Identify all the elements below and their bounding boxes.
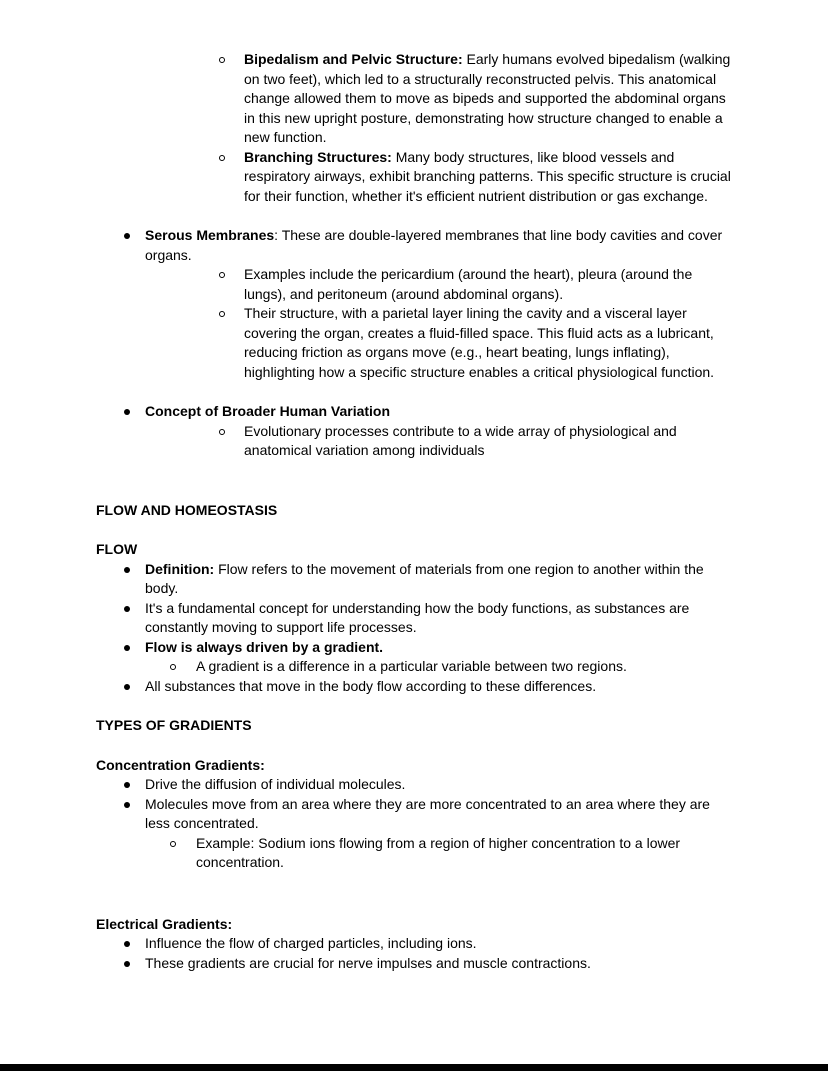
list-item (96, 657, 732, 677)
disc-bullet-icon (124, 233, 130, 239)
list-item-text (244, 265, 732, 304)
disc-bullet-icon (124, 567, 130, 573)
list-item (96, 954, 732, 974)
disc-bullet-icon (124, 941, 130, 947)
list-item-body: Early humans evolved bipedalism (walking on two feet), which led to a structurally reconstructed pelvis. This anatomical change allowed them to move as bipeds and supported the abdominal organs in this new upright posture, demonstrating how structure changed to enable a new function. (244, 51, 731, 145)
circle-bullet-icon (219, 311, 225, 317)
heading-types-of-gradients: TYPES OF GRADIENTS (96, 717, 252, 733)
list-item-body: : These are double-layered membranes that line body cavities and cover organs. (145, 227, 723, 263)
list-item-body: It's a fundamental concept for understanding how the body functions, as substances are constantly moving to support life processes. (145, 599, 690, 635)
list-item (96, 422, 732, 461)
list-item-body: All substances that move in the body flow according to these differences. (145, 677, 597, 694)
list-item (96, 775, 732, 795)
list-item-body: Many body structures, like blood vessels and respiratory airways, exhibit branching patterns. This specific structure is crucial for their function, whether it's efficient nutrient distribution or gas exchange. (244, 148, 731, 204)
list-item (96, 304, 732, 382)
circle-bullet-icon (170, 664, 176, 670)
list-item-bold: Flow is always driven by a gradient. (145, 638, 384, 655)
circle-bullet-icon (219, 272, 225, 278)
list-item-text (145, 677, 732, 697)
list-item (96, 560, 732, 599)
list-item-text (196, 657, 732, 677)
circle-bullet-icon (170, 841, 176, 847)
heading-electrical-gradients: Electrical Gradients: (96, 915, 233, 932)
disc-bullet-icon (124, 782, 130, 788)
list-item-bold: Definition: (145, 560, 215, 577)
list-item-body: Evolutionary processes contribute to a wide array of physiological and anatomical variation among individuals (244, 422, 677, 458)
list-item-text (244, 304, 732, 382)
list-item (96, 265, 732, 304)
disc-bullet-icon (124, 409, 130, 415)
list-item-text (145, 954, 732, 974)
list-item-body: Their structure, with a parietal layer lining the cavity and a visceral layer covering the organ, creates a fluid-filled space. This fluid acts as a lubricant, reducing friction as organs move (e.g., heart beating, lungs inflating), highlighting how a specific structure enables a critical physiological function. (244, 305, 715, 380)
list-item-body: Flow refers to the movement of materials from one region to another within the body. (145, 560, 704, 596)
list-item-text (244, 422, 732, 461)
list-item (96, 795, 732, 834)
list-item-body: Example: Sodium ions flowing from a region of higher concentration to a lower concentration. (196, 834, 681, 870)
list-item (96, 226, 732, 265)
list-item-text (145, 795, 732, 834)
list-item (96, 148, 732, 207)
heading-flow-and-homeostasis: FLOW AND HOMEOSTASIS (96, 501, 278, 518)
list-item (96, 638, 732, 658)
list-item-body: These gradients are crucial for nerve impulses and muscle contractions. (145, 954, 591, 971)
list-item (96, 599, 732, 638)
list-item-bold: Concept of Broader Human Variation (145, 403, 391, 419)
circle-bullet-icon (219, 429, 225, 435)
list-item-text (145, 226, 732, 265)
list-item-body: Examples include the pericardium (around the heart), pleura (around the lungs), and peritoneum (around abdominal organs). (244, 266, 693, 302)
list-item-text (145, 934, 732, 954)
list-item-text (145, 599, 732, 638)
disc-bullet-icon (124, 606, 130, 612)
list-item-bold: Serous Membranes (145, 227, 275, 243)
list-item (96, 934, 732, 954)
list-item (96, 50, 732, 148)
circle-bullet-icon (219, 57, 225, 63)
list-item-text (244, 50, 732, 148)
list-item-text (145, 560, 732, 599)
heading-concentration-gradients: Concentration Gradients: (96, 756, 265, 773)
disc-bullet-icon (124, 961, 130, 967)
disc-bullet-icon (124, 802, 130, 808)
list-item-body: Molecules move from an area where they are more concentrated to an area where they are less concentrated. (145, 795, 710, 831)
list-item-body: Drive the diffusion of individual molecules. (145, 776, 406, 792)
list-item-body: A gradient is a difference in a particular variable between two regions. (196, 658, 627, 674)
list-item-text (145, 402, 732, 422)
disc-bullet-icon (124, 684, 130, 690)
list-item-body: Influence the flow of charged particles, including ions. (145, 935, 477, 951)
list-item-bold: Bipedalism and Pelvic Structure: (244, 51, 463, 67)
list-item (96, 834, 732, 873)
heading-flow: FLOW (96, 541, 138, 557)
list-item (96, 402, 732, 422)
page-boundary-divider (0, 1064, 828, 1071)
list-item-text (196, 834, 732, 873)
disc-bullet-icon (124, 645, 130, 651)
list-item-text (244, 148, 732, 207)
list-item-text (145, 775, 732, 795)
list-item-text (145, 638, 732, 658)
circle-bullet-icon (219, 155, 225, 161)
list-item-bold: Branching Structures: (244, 148, 392, 165)
list-item (96, 677, 732, 697)
